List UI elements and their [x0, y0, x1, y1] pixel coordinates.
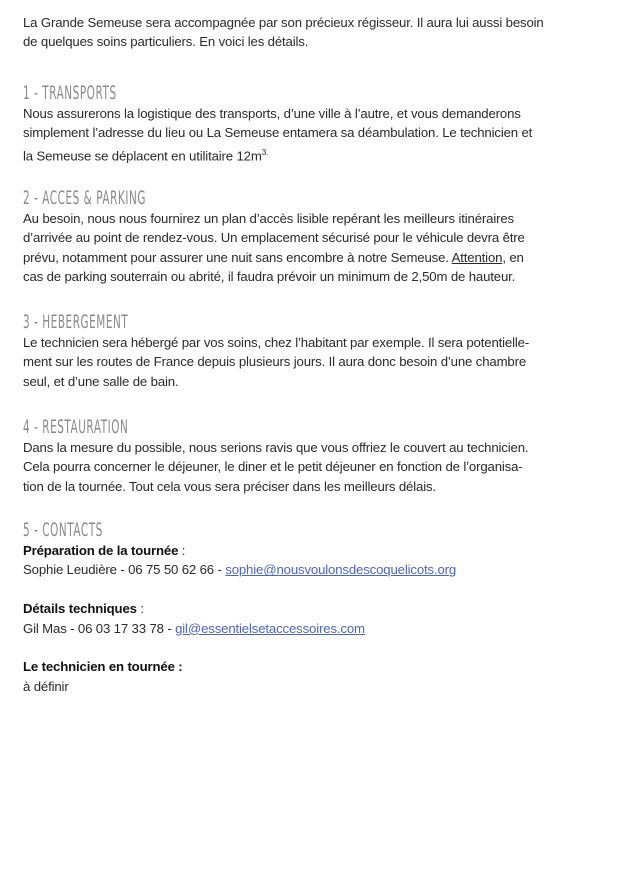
text-line: seul, et d’une salle de bain.: [23, 373, 179, 389]
text: prévu, notamment pour assurer une nuit sans encombre à notre Semeuse.: [23, 249, 452, 265]
text-line: de quelques soins particuliers. En voici les détails.: [23, 34, 309, 50]
spacer: [23, 638, 613, 657]
text-line: Cela pourra concerner le déjeuner, le diner et le petit déjeuner en fonction de l’organisa-: [23, 459, 523, 475]
contact-line: [23, 619, 613, 638]
text-line: d’arrivée au point de rendez-vous. Un emplacement sécurisé pour le véhicule devra être: [23, 230, 525, 246]
contact-info: à définir: [23, 678, 69, 694]
text-line: [23, 248, 613, 267]
contact-label: [23, 599, 613, 618]
text-line: ment sur les routes de France depuis plusieurs jours. Il aura donc besoin d’une chambre: [23, 354, 527, 370]
text-line: Le technicien sera hébergé par vos soins, chez l’habitant par exemple. Il sera potentielle-: [23, 335, 530, 350]
label: Préparation de la tournée: [23, 543, 179, 558]
contact-label: [23, 657, 613, 676]
label: Le technicien en tournée :: [23, 659, 183, 675]
superscript: 3.: [261, 147, 269, 157]
label: Détails techniques: [23, 601, 137, 617]
section-heading: 4 - RESTAURATION: [23, 416, 129, 438]
section-restauration: [23, 416, 613, 496]
text-line: Dans la mesure du possible, nous serions ravis que vous offriez le couvert au technicien.: [23, 440, 529, 455]
separator: :: [136, 601, 144, 617]
section-heading: 2 - ACCES & PARKING: [23, 187, 146, 209]
text-line: [23, 143, 613, 166]
text-line: cas de parking souterrain ou abrité, il faudra prévoir un minimum de 2,50m de hauteur.: [23, 269, 516, 285]
section-contacts: [23, 519, 613, 696]
section-heading: 5 - CONTACTS: [23, 519, 103, 541]
section-hebergement: [23, 311, 613, 391]
text-line: simplement l’adresse du lieu ou La Semeuse entamera sa déambulation. Le technicien et: [23, 125, 533, 141]
intro-paragraph: [23, 13, 613, 52]
spacer: [23, 580, 613, 599]
email-link-sophie[interactable]: sophie@nousvoulonsdescoquelicots.org: [225, 562, 457, 578]
email-link-gil[interactable]: gil@essentielsetaccessoires.com: [175, 620, 365, 636]
contact-info: Gil Mas - 06 03 17 33 78 -: [23, 620, 176, 636]
text: , en: [502, 249, 524, 265]
contact-label: [23, 541, 613, 560]
text: la Semeuse se déplacent en utilitaire 12m: [23, 148, 262, 164]
section-acces-parking: [23, 187, 613, 287]
attention-underlined: Attention: [451, 249, 503, 265]
section-heading: 1 - TRANSPORTS: [23, 82, 117, 104]
contact-line: [23, 560, 613, 579]
separator: :: [178, 543, 186, 558]
text-line: Au besoin, nous nous fournirez un plan d’accès lisible repérant les meilleurs itinéraires: [23, 211, 514, 226]
section-transports: [23, 82, 613, 166]
text-line: La Grande Semeuse sera accompagnée par son précieux régisseur. Il aura lui aussi besoin: [23, 15, 544, 30]
text-line: tion de la tournée. Tout cela vous sera préciser dans les meilleurs délais.: [23, 478, 436, 494]
contact-info: Sophie Leudière - 06 75 50 62 66 -: [23, 562, 226, 578]
section-heading: 3 - HEBERGEMENT: [23, 311, 129, 333]
text-line: Nous assurerons la logistique des transports, d’une ville à l’autre, et vous demanderons: [23, 106, 521, 121]
